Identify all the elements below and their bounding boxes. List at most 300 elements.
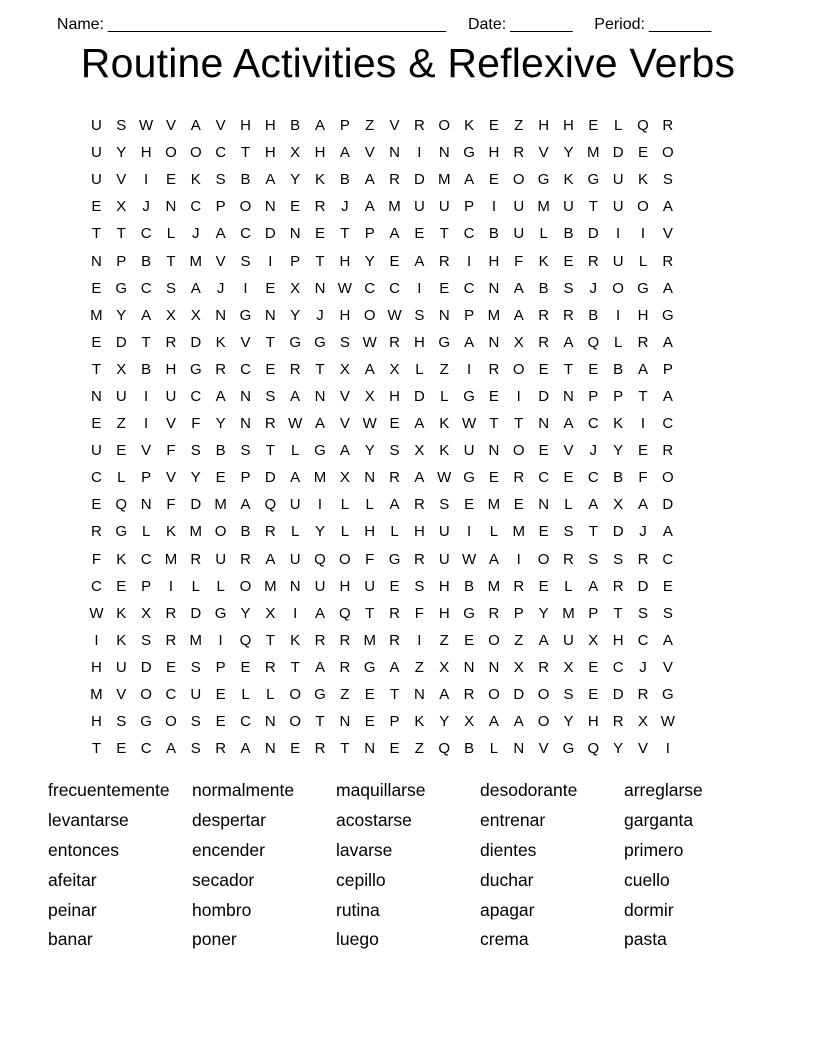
- grid-letter[interactable]: A: [563, 333, 574, 351]
- grid-letter[interactable]: S: [265, 387, 276, 405]
- grid-letter[interactable]: X: [141, 604, 152, 622]
- grid-letter[interactable]: H: [389, 387, 400, 405]
- grid-letter[interactable]: E: [290, 740, 301, 758]
- grid-letter[interactable]: K: [165, 523, 176, 541]
- grid-letter[interactable]: M: [363, 631, 376, 649]
- grid-letter[interactable]: S: [439, 496, 450, 514]
- grid-letter[interactable]: K: [190, 171, 201, 189]
- grid-letter[interactable]: O: [140, 686, 152, 704]
- grid-letter[interactable]: P: [662, 360, 673, 378]
- grid-letter[interactable]: I: [417, 631, 422, 649]
- grid-letter[interactable]: R: [488, 360, 500, 378]
- grid-letter[interactable]: C: [215, 144, 227, 162]
- grid-letter[interactable]: O: [189, 144, 202, 162]
- grid-letter[interactable]: A: [265, 171, 276, 189]
- grid-letter[interactable]: K: [637, 171, 648, 189]
- grid-letter[interactable]: T: [265, 631, 275, 649]
- grid-letter[interactable]: N: [538, 496, 550, 514]
- grid-letter[interactable]: R: [538, 306, 550, 324]
- grid-letter[interactable]: C: [637, 631, 649, 649]
- grid-letter[interactable]: F: [166, 442, 176, 460]
- grid-letter[interactable]: U: [190, 686, 202, 704]
- grid-letter[interactable]: T: [638, 387, 648, 405]
- grid-letter[interactable]: V: [538, 144, 549, 162]
- grid-letter[interactable]: H: [438, 604, 450, 622]
- grid-letter[interactable]: A: [637, 360, 648, 378]
- grid-letter[interactable]: M: [512, 523, 526, 541]
- grid-letter[interactable]: G: [214, 604, 227, 622]
- grid-letter[interactable]: R: [264, 415, 276, 433]
- grid-letter[interactable]: N: [488, 442, 500, 460]
- grid-letter[interactable]: U: [91, 171, 102, 189]
- grid-letter[interactable]: A: [662, 387, 673, 405]
- grid-letter[interactable]: G: [463, 144, 475, 162]
- grid-letter[interactable]: L: [266, 686, 275, 704]
- grid-letter[interactable]: Y: [364, 252, 375, 270]
- grid-letter[interactable]: S: [662, 171, 673, 189]
- grid-letter[interactable]: E: [563, 469, 574, 487]
- grid-letter[interactable]: G: [637, 279, 649, 297]
- grid-letter[interactable]: W: [437, 469, 452, 487]
- grid-letter[interactable]: A: [588, 496, 599, 514]
- grid-letter[interactable]: Y: [116, 306, 127, 324]
- grid-letter[interactable]: P: [141, 469, 152, 487]
- grid-letter[interactable]: N: [91, 387, 102, 405]
- grid-letter[interactable]: X: [116, 198, 127, 216]
- grid-letter[interactable]: B: [141, 252, 152, 270]
- grid-letter[interactable]: G: [661, 686, 674, 704]
- grid-letter[interactable]: A: [588, 577, 599, 595]
- grid-letter[interactable]: X: [513, 333, 524, 351]
- grid-letter[interactable]: A: [215, 225, 226, 243]
- grid-letter[interactable]: U: [289, 496, 301, 514]
- grid-letter[interactable]: N: [488, 333, 500, 351]
- grid-letter[interactable]: R: [413, 117, 425, 135]
- grid-letter[interactable]: E: [513, 496, 524, 514]
- grid-letter[interactable]: C: [662, 550, 674, 568]
- grid-letter[interactable]: L: [117, 469, 126, 487]
- grid-letter[interactable]: N: [488, 279, 500, 297]
- grid-letter[interactable]: L: [141, 523, 151, 541]
- grid-letter[interactable]: P: [389, 713, 400, 731]
- grid-letter[interactable]: J: [589, 442, 598, 460]
- grid-letter[interactable]: E: [91, 198, 102, 216]
- grid-letter[interactable]: U: [612, 252, 624, 270]
- grid-letter[interactable]: O: [488, 686, 500, 704]
- grid-letter[interactable]: H: [339, 252, 351, 270]
- grid-letter[interactable]: R: [215, 740, 227, 758]
- grid-letter[interactable]: O: [537, 550, 550, 568]
- grid-letter[interactable]: A: [488, 713, 499, 731]
- grid-letter[interactable]: L: [564, 496, 573, 514]
- grid-letter[interactable]: I: [616, 306, 621, 324]
- grid-letter[interactable]: S: [339, 333, 350, 351]
- grid-letter[interactable]: C: [662, 415, 674, 433]
- grid-letter[interactable]: W: [337, 279, 352, 297]
- grid-letter[interactable]: O: [165, 144, 177, 162]
- grid-letter[interactable]: O: [512, 442, 525, 460]
- grid-letter[interactable]: I: [466, 360, 472, 378]
- grid-letter[interactable]: L: [539, 225, 548, 243]
- grid-letter[interactable]: X: [613, 496, 624, 514]
- grid-letter[interactable]: A: [315, 658, 326, 676]
- grid-letter[interactable]: O: [339, 550, 351, 568]
- grid-letter[interactable]: R: [165, 333, 177, 351]
- grid-letter[interactable]: S: [588, 550, 599, 568]
- grid-letter[interactable]: K: [613, 415, 624, 433]
- grid-letter[interactable]: F: [365, 550, 375, 568]
- grid-letter[interactable]: N: [438, 144, 450, 162]
- grid-letter[interactable]: R: [389, 333, 400, 351]
- grid-letter[interactable]: B: [588, 306, 599, 324]
- grid-letter[interactable]: H: [637, 306, 649, 324]
- grid-letter[interactable]: V: [165, 415, 176, 433]
- grid-letter[interactable]: L: [489, 740, 499, 758]
- grid-letter[interactable]: R: [264, 523, 276, 541]
- grid-letter[interactable]: M: [437, 171, 451, 189]
- grid-letter[interactable]: M: [313, 469, 327, 487]
- grid-letter[interactable]: H: [438, 577, 450, 595]
- grid-letter[interactable]: V: [339, 415, 350, 433]
- grid-letter[interactable]: N: [538, 415, 550, 433]
- grid-letter[interactable]: O: [214, 523, 227, 541]
- grid-letter[interactable]: E: [414, 225, 425, 243]
- grid-letter[interactable]: L: [390, 523, 399, 541]
- grid-letter[interactable]: L: [241, 686, 250, 704]
- grid-letter[interactable]: B: [613, 360, 624, 378]
- grid-letter[interactable]: U: [314, 577, 326, 595]
- grid-letter[interactable]: T: [166, 252, 176, 270]
- grid-letter[interactable]: A: [464, 171, 475, 189]
- grid-letter[interactable]: O: [512, 360, 525, 378]
- period-blank[interactable]: _______: [648, 16, 712, 33]
- grid-letter[interactable]: U: [91, 144, 102, 162]
- grid-letter[interactable]: R: [513, 144, 525, 162]
- grid-letter[interactable]: N: [240, 387, 251, 405]
- grid-letter[interactable]: A: [389, 496, 400, 514]
- grid-letter[interactable]: O: [363, 306, 376, 324]
- grid-letter[interactable]: L: [440, 387, 449, 405]
- grid-letter[interactable]: N: [264, 198, 276, 216]
- grid-letter[interactable]: O: [289, 686, 301, 704]
- grid-letter[interactable]: E: [588, 686, 599, 704]
- grid-letter[interactable]: K: [439, 415, 450, 433]
- grid-letter[interactable]: X: [165, 306, 176, 324]
- grid-letter[interactable]: V: [215, 252, 226, 270]
- grid-letter[interactable]: O: [637, 198, 649, 216]
- grid-letter[interactable]: A: [190, 117, 201, 135]
- grid-letter[interactable]: Q: [339, 604, 351, 622]
- grid-letter[interactable]: V: [662, 225, 673, 243]
- grid-letter[interactable]: R: [438, 252, 450, 270]
- grid-letter[interactable]: A: [339, 144, 350, 162]
- grid-letter[interactable]: H: [240, 117, 251, 135]
- grid-letter[interactable]: C: [140, 550, 152, 568]
- grid-letter[interactable]: H: [538, 117, 550, 135]
- grid-letter[interactable]: W: [461, 415, 477, 433]
- grid-letter[interactable]: M: [388, 198, 401, 216]
- grid-letter[interactable]: R: [389, 171, 400, 189]
- grid-letter[interactable]: N: [314, 279, 326, 297]
- grid-letter[interactable]: A: [488, 550, 499, 568]
- grid-letter[interactable]: X: [588, 631, 599, 649]
- grid-letter[interactable]: Z: [439, 631, 449, 649]
- grid-letter[interactable]: A: [414, 415, 425, 433]
- grid-letter[interactable]: D: [190, 604, 202, 622]
- grid-letter[interactable]: U: [438, 523, 450, 541]
- grid-letter[interactable]: Q: [314, 550, 326, 568]
- grid-letter[interactable]: G: [661, 306, 674, 324]
- grid-letter[interactable]: M: [90, 686, 103, 704]
- grid-letter[interactable]: O: [488, 631, 500, 649]
- grid-letter[interactable]: I: [491, 198, 496, 216]
- grid-letter[interactable]: T: [265, 442, 275, 460]
- grid-letter[interactable]: C: [240, 360, 251, 378]
- grid-letter[interactable]: R: [339, 658, 351, 676]
- grid-letter[interactable]: X: [265, 604, 276, 622]
- grid-letter[interactable]: V: [364, 144, 375, 162]
- grid-letter[interactable]: Y: [364, 442, 375, 460]
- grid-letter[interactable]: M: [90, 306, 103, 324]
- grid-letter[interactable]: I: [218, 631, 223, 649]
- grid-letter[interactable]: D: [413, 171, 425, 189]
- grid-letter[interactable]: A: [290, 469, 301, 487]
- grid-letter[interactable]: E: [389, 415, 400, 433]
- grid-letter[interactable]: M: [214, 496, 227, 514]
- grid-letter[interactable]: P: [141, 577, 152, 595]
- date-blank[interactable]: _______: [510, 16, 573, 33]
- grid-letter[interactable]: R: [91, 523, 102, 541]
- grid-letter[interactable]: V: [339, 387, 350, 405]
- grid-letter[interactable]: N: [438, 306, 450, 324]
- grid-letter[interactable]: X: [290, 144, 301, 162]
- grid-letter[interactable]: A: [513, 279, 524, 297]
- grid-letter[interactable]: S: [563, 279, 574, 297]
- grid-letter[interactable]: T: [613, 604, 623, 622]
- grid-letter[interactable]: W: [362, 333, 377, 351]
- grid-letter[interactable]: R: [538, 333, 550, 351]
- grid-letter[interactable]: S: [215, 171, 226, 189]
- grid-letter[interactable]: K: [464, 117, 475, 135]
- grid-letter[interactable]: I: [466, 523, 472, 541]
- grid-letter[interactable]: R: [563, 306, 574, 324]
- grid-letter[interactable]: H: [91, 658, 102, 676]
- grid-letter[interactable]: N: [91, 252, 102, 270]
- grid-letter[interactable]: K: [116, 631, 127, 649]
- grid-letter[interactable]: O: [239, 198, 252, 216]
- name-blank[interactable]: ______________________________________: [108, 16, 447, 33]
- grid-letter[interactable]: U: [165, 387, 177, 405]
- grid-letter[interactable]: P: [215, 198, 226, 216]
- grid-letter[interactable]: P: [588, 604, 599, 622]
- grid-letter[interactable]: A: [240, 496, 251, 514]
- grid-letter[interactable]: D: [115, 333, 127, 351]
- grid-letter[interactable]: E: [488, 117, 499, 135]
- grid-letter[interactable]: E: [265, 360, 276, 378]
- grid-letter[interactable]: A: [240, 740, 251, 758]
- grid-letter[interactable]: V: [563, 442, 574, 460]
- grid-letter[interactable]: V: [538, 740, 549, 758]
- grid-letter[interactable]: G: [363, 658, 376, 676]
- grid-letter[interactable]: E: [215, 686, 226, 704]
- grid-letter[interactable]: Z: [365, 117, 375, 135]
- grid-letter[interactable]: A: [662, 198, 673, 216]
- grid-letter[interactable]: G: [463, 469, 475, 487]
- grid-letter[interactable]: K: [439, 442, 450, 460]
- grid-letter[interactable]: V: [389, 117, 400, 135]
- grid-letter[interactable]: S: [389, 442, 400, 460]
- grid-letter[interactable]: X: [290, 279, 301, 297]
- grid-letter[interactable]: S: [563, 686, 574, 704]
- grid-letter[interactable]: C: [240, 225, 251, 243]
- grid-letter[interactable]: I: [293, 604, 298, 622]
- grid-letter[interactable]: N: [513, 740, 525, 758]
- grid-letter[interactable]: P: [588, 387, 599, 405]
- grid-letter[interactable]: I: [94, 631, 99, 649]
- grid-letter[interactable]: I: [640, 225, 646, 243]
- grid-letter[interactable]: R: [612, 577, 624, 595]
- grid-letter[interactable]: E: [588, 360, 599, 378]
- grid-letter[interactable]: Q: [637, 117, 649, 135]
- grid-letter[interactable]: L: [489, 523, 499, 541]
- grid-letter[interactable]: N: [289, 225, 301, 243]
- grid-letter[interactable]: A: [563, 415, 574, 433]
- grid-letter[interactable]: A: [290, 387, 301, 405]
- grid-letter[interactable]: O: [537, 713, 550, 731]
- grid-letter[interactable]: M: [487, 496, 501, 514]
- grid-letter[interactable]: R: [289, 360, 301, 378]
- grid-letter[interactable]: R: [662, 252, 674, 270]
- grid-letter[interactable]: L: [340, 496, 350, 514]
- grid-letter[interactable]: T: [389, 686, 400, 704]
- grid-letter[interactable]: A: [315, 415, 326, 433]
- grid-letter[interactable]: U: [91, 117, 102, 135]
- grid-letter[interactable]: D: [538, 387, 550, 405]
- grid-letter[interactable]: R: [413, 496, 425, 514]
- grid-letter[interactable]: R: [612, 713, 624, 731]
- grid-letter[interactable]: E: [588, 658, 599, 676]
- grid-letter[interactable]: N: [240, 415, 251, 433]
- grid-letter[interactable]: O: [537, 686, 550, 704]
- grid-letter[interactable]: M: [487, 577, 501, 595]
- grid-letter[interactable]: Y: [563, 713, 574, 731]
- grid-letter[interactable]: T: [116, 225, 126, 243]
- grid-letter[interactable]: A: [165, 740, 176, 758]
- grid-letter[interactable]: A: [364, 198, 375, 216]
- grid-letter[interactable]: T: [315, 713, 325, 731]
- grid-letter[interactable]: U: [438, 198, 450, 216]
- grid-letter[interactable]: K: [538, 252, 549, 270]
- grid-letter[interactable]: C: [91, 469, 102, 487]
- grid-letter[interactable]: U: [563, 198, 574, 216]
- grid-letter[interactable]: X: [414, 442, 425, 460]
- grid-letter[interactable]: K: [414, 713, 425, 731]
- grid-letter[interactable]: M: [164, 550, 178, 568]
- grid-letter[interactable]: N: [264, 740, 276, 758]
- grid-letter[interactable]: T: [563, 360, 574, 378]
- grid-letter[interactable]: B: [339, 171, 350, 189]
- grid-letter[interactable]: L: [613, 333, 623, 351]
- grid-letter[interactable]: M: [587, 144, 600, 162]
- grid-letter[interactable]: E: [563, 252, 574, 270]
- grid-letter[interactable]: E: [240, 658, 251, 676]
- grid-letter[interactable]: N: [413, 686, 425, 704]
- grid-letter[interactable]: E: [116, 740, 127, 758]
- grid-letter[interactable]: E: [588, 117, 599, 135]
- grid-letter[interactable]: B: [240, 171, 251, 189]
- grid-letter[interactable]: I: [243, 279, 248, 297]
- grid-letter[interactable]: E: [91, 496, 102, 514]
- grid-letter[interactable]: C: [389, 279, 400, 297]
- grid-letter[interactable]: L: [613, 117, 623, 135]
- grid-letter[interactable]: U: [115, 387, 127, 405]
- grid-letter[interactable]: X: [439, 658, 450, 676]
- grid-letter[interactable]: J: [639, 523, 647, 541]
- grid-letter[interactable]: U: [438, 550, 450, 568]
- grid-letter[interactable]: T: [265, 333, 275, 351]
- grid-letter[interactable]: Y: [240, 604, 251, 622]
- grid-letter[interactable]: W: [362, 415, 377, 433]
- grid-letter[interactable]: O: [661, 144, 674, 162]
- grid-letter[interactable]: T: [588, 198, 598, 216]
- grid-letter[interactable]: P: [613, 387, 624, 405]
- grid-letter[interactable]: R: [563, 550, 574, 568]
- grid-letter[interactable]: T: [514, 415, 524, 433]
- grid-letter[interactable]: E: [364, 713, 375, 731]
- grid-letter[interactable]: R: [637, 686, 649, 704]
- grid-letter[interactable]: M: [189, 252, 203, 270]
- grid-letter[interactable]: X: [190, 306, 201, 324]
- grid-letter[interactable]: S: [414, 577, 425, 595]
- grid-letter[interactable]: J: [192, 225, 200, 243]
- grid-letter[interactable]: D: [513, 686, 525, 704]
- grid-letter[interactable]: E: [637, 144, 648, 162]
- grid-letter[interactable]: Y: [116, 144, 127, 162]
- grid-letter[interactable]: P: [464, 306, 475, 324]
- grid-letter[interactable]: I: [665, 740, 670, 758]
- grid-letter[interactable]: X: [116, 360, 127, 378]
- grid-letter[interactable]: R: [513, 469, 525, 487]
- grid-letter[interactable]: V: [141, 442, 152, 460]
- grid-letter[interactable]: R: [463, 686, 475, 704]
- grid-letter[interactable]: S: [662, 604, 673, 622]
- grid-letter[interactable]: T: [340, 225, 350, 243]
- grid-letter[interactable]: R: [314, 631, 326, 649]
- grid-letter[interactable]: E: [637, 442, 648, 460]
- grid-letter[interactable]: E: [389, 740, 400, 758]
- grid-letter[interactable]: U: [463, 442, 475, 460]
- grid-letter[interactable]: N: [364, 740, 376, 758]
- grid-letter[interactable]: E: [389, 577, 400, 595]
- grid-letter[interactable]: J: [639, 658, 647, 676]
- grid-letter[interactable]: W: [139, 117, 154, 135]
- grid-letter[interactable]: E: [538, 360, 549, 378]
- grid-letter[interactable]: J: [589, 279, 598, 297]
- grid-letter[interactable]: A: [414, 469, 425, 487]
- grid-letter[interactable]: Z: [514, 117, 524, 135]
- grid-letter[interactable]: N: [488, 658, 500, 676]
- grid-letter[interactable]: U: [91, 442, 102, 460]
- grid-letter[interactable]: T: [489, 415, 499, 433]
- grid-letter[interactable]: R: [488, 604, 500, 622]
- grid-letter[interactable]: A: [389, 225, 400, 243]
- grid-letter[interactable]: G: [289, 333, 301, 351]
- grid-letter[interactable]: E: [662, 577, 673, 595]
- grid-letter[interactable]: E: [488, 171, 499, 189]
- grid-letter[interactable]: F: [166, 496, 176, 514]
- grid-letter[interactable]: G: [587, 171, 600, 189]
- grid-letter[interactable]: N: [165, 198, 177, 216]
